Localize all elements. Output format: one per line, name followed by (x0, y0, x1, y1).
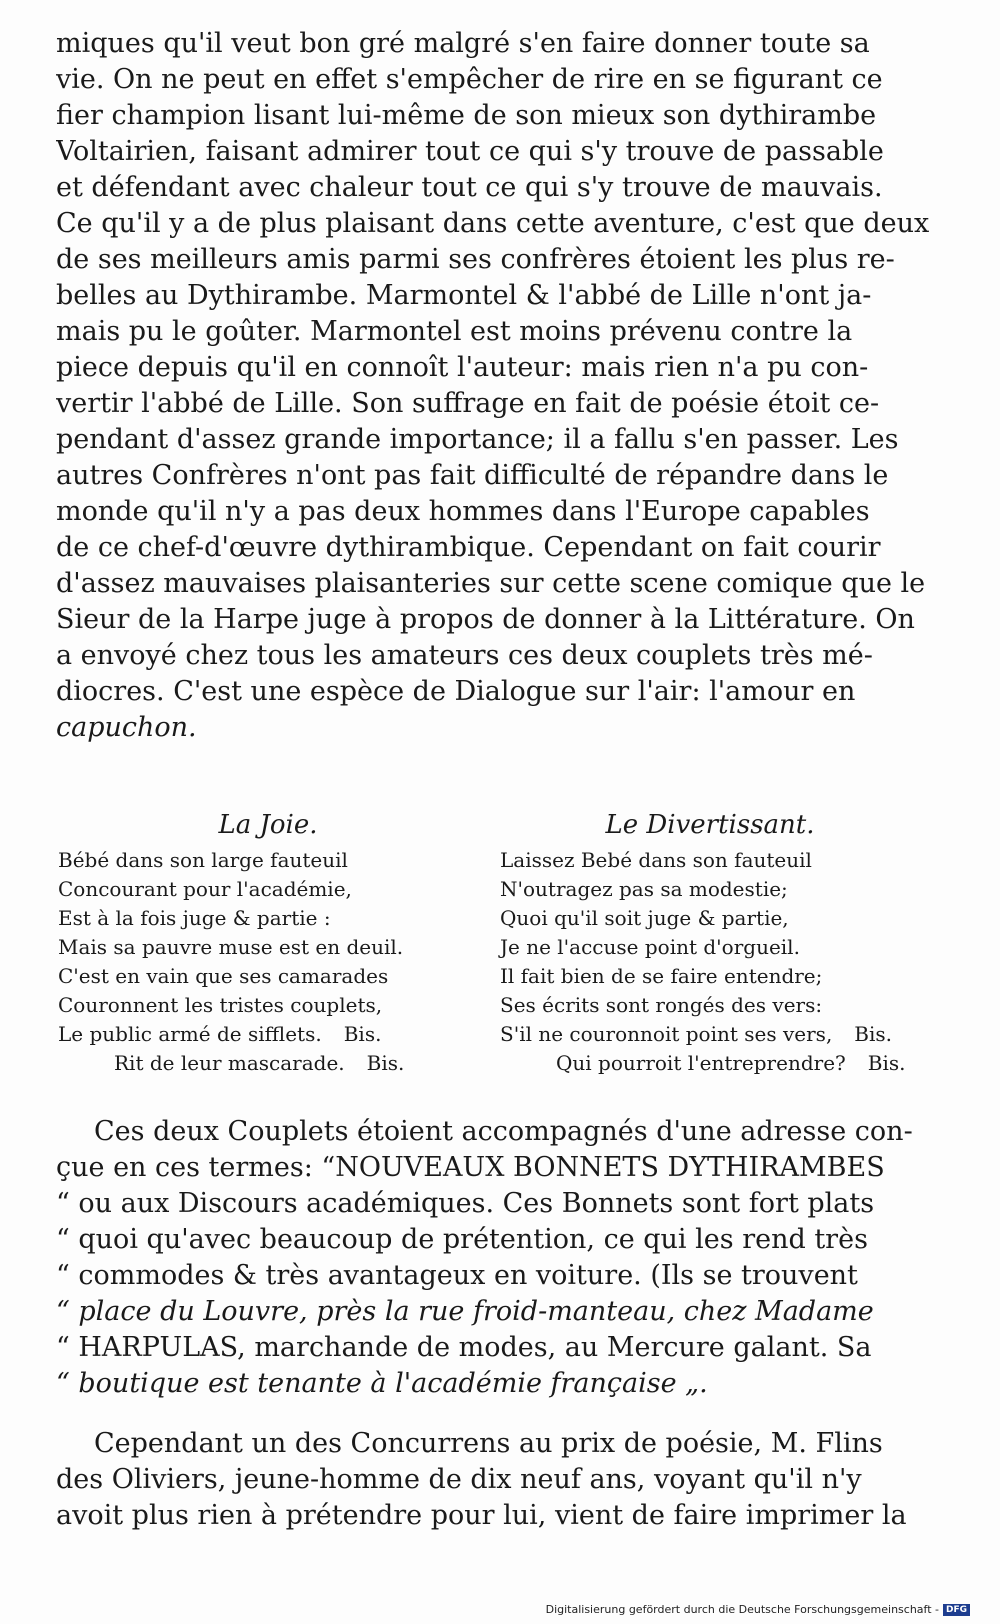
verse-text: N'outragez pas sa modestie; (500, 877, 788, 901)
verse-line (500, 1020, 920, 1049)
verse-line (58, 933, 478, 962)
text-line: Ces deux Couplets étoient accompagnés d'une adresse con- (94, 1116, 913, 1147)
verse-line (58, 962, 478, 991)
verse-line (500, 875, 920, 904)
text-line: miques qu'il veut bon gré malgré s'en faire donner toute sa (56, 28, 870, 59)
text-line: de ses meilleurs amis parmi ses confrères étoient les plus re- (56, 244, 895, 275)
text-line: avoit plus rien à prétendre pour lui, vient de faire imprimer la (56, 1500, 907, 1531)
text-line: Ce qu'il y a de plus plaisant dans cette aventure, c'est que deux (56, 208, 930, 239)
text-line: “ quoi qu'avec beaucoup de prétention, ce qui les rend très (56, 1224, 868, 1255)
text-line: pendant d'assez grande importance; il a fallu s'en passer. Les (56, 424, 899, 455)
text-line: capuchon. (56, 712, 197, 743)
paragraph-2 (56, 1114, 946, 1402)
text-line: diocres. C'est une espèce de Dialogue sur l'air: l'amour en (56, 676, 856, 707)
verse-text: Il fait bien de se faire entendre; (500, 964, 823, 988)
text-line: mais pu le goûter. Marmontel est moins prévenu contre la (56, 316, 853, 347)
verse-line (500, 962, 920, 991)
verse-line (500, 1049, 920, 1078)
verse-title: Le Divertissant. (605, 810, 815, 840)
text-line: “ HARPULAS, marchande de modes, au Mercure galant. Sa (56, 1332, 872, 1363)
verse-column-le-divertissant (500, 808, 920, 1078)
bis-marker: Bis. (366, 1051, 405, 1075)
verse-section (58, 808, 948, 1078)
digitization-footer (546, 1603, 970, 1616)
text-line: fier champion lisant lui-même de son mieux son dythirambe (56, 100, 877, 131)
verse-line (58, 904, 478, 933)
verse-line (58, 991, 478, 1020)
verse-line (58, 875, 478, 904)
verse-line (500, 846, 920, 875)
text-line: “ ou aux Discours académiques. Ces Bonnets sont fort plats (56, 1188, 875, 1219)
verse-line (58, 1049, 478, 1078)
text-line: Sieur de la Harpe juge à propos de donner à la Littérature. On (56, 604, 915, 635)
text-line: des Oliviers, jeune-homme de dix neuf ans, voyant qu'il n'y (56, 1464, 862, 1495)
text-line: belles au Dythirambe. Marmontel & l'abbé de Lille n'ont ja- (56, 280, 872, 311)
verse-text: Le public armé de sifflets. (58, 1022, 322, 1046)
bis-marker: Bis. (867, 1051, 906, 1075)
verse-text: Bébé dans son large fauteuil (58, 848, 348, 872)
text-line: “ boutique est tenante à l'académie française „. (56, 1368, 708, 1399)
verse-line (500, 904, 920, 933)
text-line: “ place du Louvre, près la rue froid-manteau, chez Madame (56, 1296, 874, 1327)
footer-text: Digitalisierung gefördert durch die Deutsche Forschungsgemeinschaft - (545, 1603, 939, 1616)
text-line: çue en ces termes: “NOUVEAUX BONNETS DYTHIRAMBES (56, 1152, 885, 1183)
verse-text: Rit de leur mascarade. (114, 1051, 345, 1075)
verse-text: Ses écrits sont rongés des vers: (500, 993, 823, 1017)
text-line: “ commodes & très avantageux en voiture. (Ils se trouvent (56, 1260, 858, 1291)
text-line: autres Confrères n'ont pas fait difficulté de répandre dans le (56, 460, 889, 491)
paragraph-1 (56, 26, 946, 746)
verse-text: Est à la fois juge & partie : (58, 906, 331, 930)
dfg-logo: DFG (943, 1604, 970, 1616)
verse-text: Couronnent les tristes couplets, (58, 993, 383, 1017)
text-line: Voltairien, faisant admirer tout ce qui s'y trouve de passable (56, 136, 884, 167)
text-line: de ce chef-d'œuvre dythirambique. Cependant on fait courir (56, 532, 881, 563)
verse-text: Mais sa pauvre muse est en deuil. (58, 935, 404, 959)
verse-text: S'il ne couronnoit point ses vers, (500, 1022, 833, 1046)
text-line: Cependant un des Concurrens au prix de poésie, M. Flins (94, 1428, 883, 1459)
verse-text: Je ne l'accuse point d'orgueil. (500, 935, 800, 959)
verse-line (58, 846, 478, 875)
paragraph-3 (56, 1426, 946, 1534)
verse-line (500, 933, 920, 962)
verse-text: Laissez Bebé dans son fauteuil (500, 848, 812, 872)
verse-title: La Joie. (218, 810, 318, 840)
verse-text: Quoi qu'il soit juge & partie, (500, 906, 789, 930)
bis-marker: Bis. (854, 1022, 893, 1046)
bis-marker: Bis. (343, 1022, 382, 1046)
text-line: a envoyé chez tous les amateurs ces deux couplets très mé- (56, 640, 873, 671)
verse-line (58, 1020, 478, 1049)
text-line: monde qu'il n'y a pas deux hommes dans l'Europe capables (56, 496, 870, 527)
verse-text: Qui pourroit l'entreprendre? (556, 1051, 846, 1075)
verse-column-la-joie (58, 808, 478, 1078)
verse-text: Concourant pour l'académie, (58, 877, 352, 901)
text-line: vie. On ne peut en effet s'empêcher de rire en se figurant ce (56, 64, 883, 95)
text-line: et défendant avec chaleur tout ce qui s'y trouve de mauvais. (56, 172, 883, 203)
text-line: d'assez mauvaises plaisanteries sur cette scene comique que le (56, 568, 926, 599)
verse-text: C'est en vain que ses camarades (58, 964, 389, 988)
text-line: vertir l'abbé de Lille. Son suffrage en fait de poésie étoit ce- (56, 388, 880, 419)
verse-line (500, 991, 920, 1020)
text-line: piece depuis qu'il en connoît l'auteur: mais rien n'a pu con- (56, 352, 869, 383)
